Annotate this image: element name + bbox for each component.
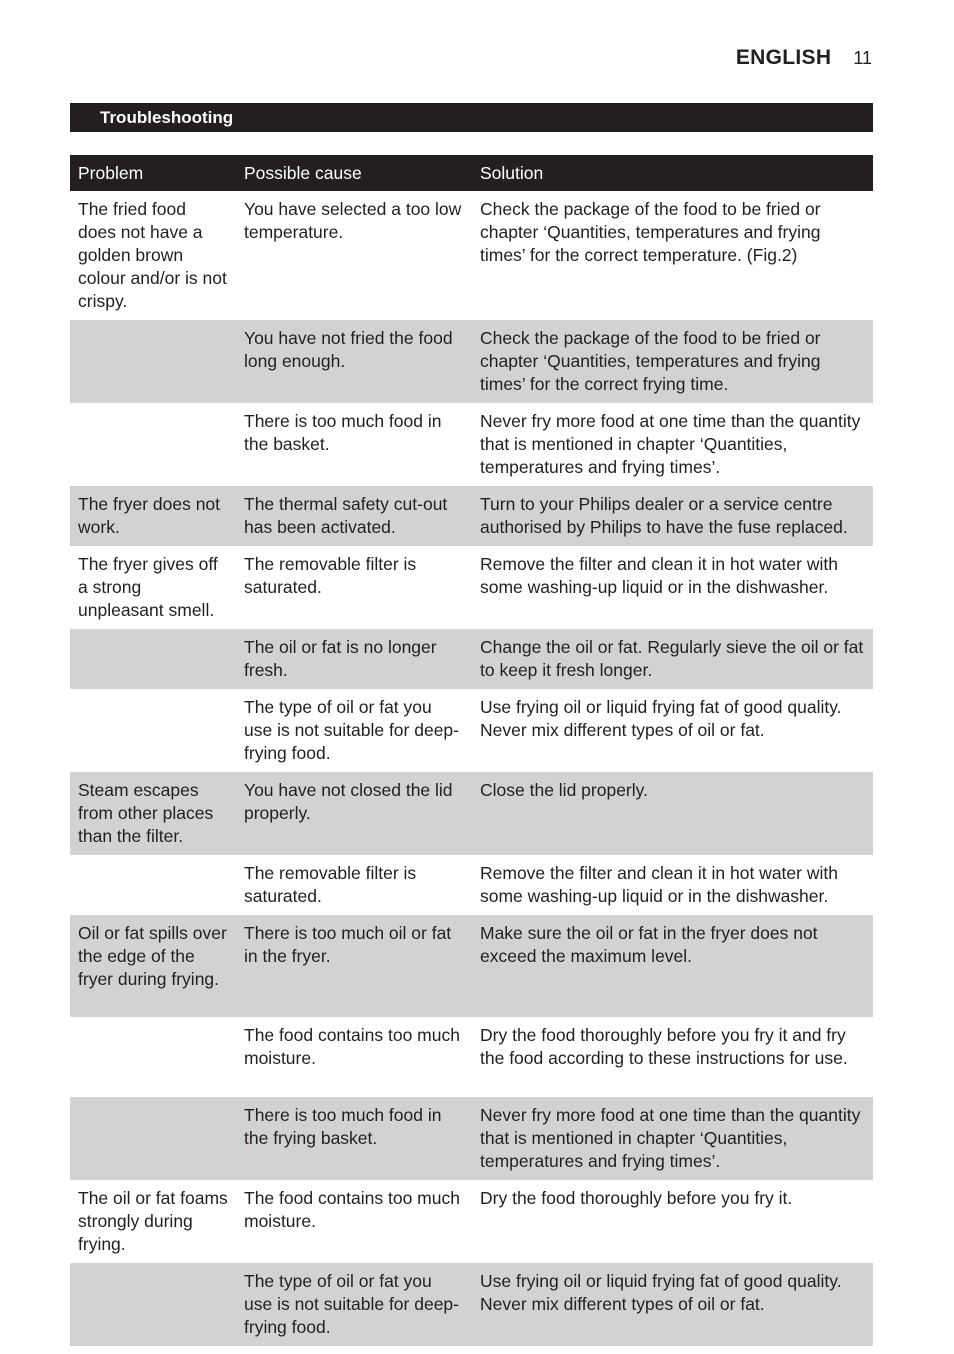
table-row [70,855,873,915]
solution-cell: Close the lid properly. [472,772,873,855]
cause-cell: There is too much food in the basket. [244,411,442,454]
cause-cell: The thermal safety cut-out has been activated. [236,486,472,546]
cause-cell: The oil or fat is no longer fresh. [236,629,472,689]
solution-cell: Use frying oil or liquid frying fat of good quality. Never mix different types of oil or fat. [480,697,842,740]
page-header [736,46,872,70]
section-title-bar [70,103,873,132]
header-problem: Problem [70,155,236,191]
solution-cell: Turn to your Philips dealer or a service centre authorised by Philips to have the fuse replaced. [472,486,873,546]
table-row [70,1180,873,1263]
problem-cell [70,689,236,772]
table-header [70,155,873,191]
language-label: ENGLISH [735,46,832,69]
solution-cell: Dry the food thoroughly before you fry it. [480,1188,793,1208]
problem-cell [70,629,236,689]
solution-cell: Remove the filter and clean it in hot water with some washing-up liquid or in the dishwasher. [480,863,838,906]
cause-cell: The removable filter is saturated. [244,863,417,906]
problem-cell [70,855,236,915]
solution-cell: Remove the filter and clean it in hot water with some washing-up liquid or in the dishwasher. [480,554,838,597]
table-header-row [70,155,873,191]
header-possible-cause: Possible cause [236,155,472,191]
cause-cell: The removable filter is saturated. [244,554,417,597]
table-row [70,403,873,486]
problem-cell: The fryer does not work. [70,486,236,546]
cause-cell: The food contains too much moisture. [244,1188,460,1231]
solution-cell: Dry the food thoroughly before you fry it and fry the food according to these instructions for use. [480,1025,848,1068]
table-row [70,629,873,689]
cause-cell: The type of oil or fat you use is not suitable for deep-frying food. [244,697,459,763]
table-row [70,191,873,320]
cause-cell: The food contains too much moisture. [244,1025,460,1068]
cause-cell: The type of oil or fat you use is not suitable for deep-frying food. [236,1263,472,1346]
table-row [70,546,873,629]
table-row [70,320,873,403]
table-row [70,486,873,546]
troubleshooting-table [70,155,873,1346]
problem-cell [70,1017,236,1097]
solution-cell: Make sure the oil or fat in the fryer does not exceed the maximum level. [472,915,873,1017]
cause-cell: There is too much food in the frying basket. [236,1097,472,1180]
table-row [70,689,873,772]
problem-cell: The fryer gives off a strong unpleasant smell. [78,554,218,620]
page-number: 11 [853,48,872,68]
problem-cell [70,403,236,486]
solution-cell: Never fry more food at one time than the quantity that is mentioned in chapter ‘Quantities, temperatures and frying times’. [472,1097,873,1180]
solution-cell: Use frying oil or liquid frying fat of good quality. Never mix different types of oil or fat. [472,1263,873,1346]
problem-cell: Oil or fat spills over the edge of the fryer during frying. [70,915,236,1017]
problem-cell: Steam escapes from other places than the filter. [70,772,236,855]
table-row [70,1097,873,1180]
table-row [70,772,873,855]
header-solution: Solution [472,155,873,191]
solution-cell: Check the package of the food to be fried or chapter ‘Quantities, temperatures and frying times’ for the correct frying time. [472,320,873,403]
section-title: Troubleshooting [100,108,234,127]
cause-cell: There is too much oil or fat in the fryer. [236,915,472,1017]
problem-cell: The oil or fat foams strongly during frying. [78,1188,228,1254]
table-row [70,1017,873,1097]
cause-cell: You have selected a too low temperature. [244,199,462,242]
solution-cell: Change the oil or fat. Regularly sieve the oil or fat to keep it fresh longer. [472,629,873,689]
problem-cell: The fried food does not have a golden brown colour and/or is not crispy. [78,199,227,311]
solution-cell: Never fry more food at one time than the quantity that is mentioned in chapter ‘Quantities, temperatures and frying times’. [480,411,861,477]
problem-cell [70,1263,236,1346]
cause-cell: You have not fried the food long enough. [236,320,472,403]
table-row [70,1263,873,1346]
table-body [70,191,873,1346]
problem-cell [70,1097,236,1180]
problem-cell [70,320,236,403]
solution-cell: Check the package of the food to be fried or chapter ‘Quantities, temperatures and frying times’ for the correct temperature. (Fig.2) [480,199,821,265]
cause-cell: You have not closed the lid properly. [236,772,472,855]
table-row [70,915,873,1017]
